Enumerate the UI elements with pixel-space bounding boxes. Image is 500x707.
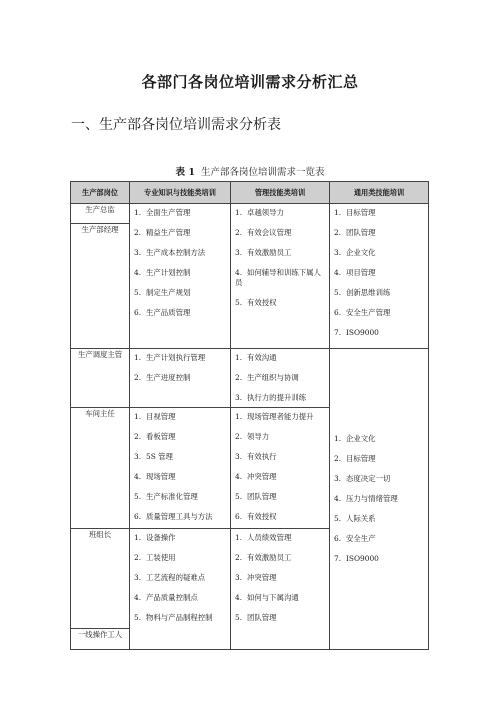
- role-cell: 班组长: [71, 529, 130, 629]
- list-item: [235, 533, 325, 543]
- item-text: 企业文化: [346, 248, 376, 257]
- list-item: [235, 613, 325, 623]
- list: [330, 204, 428, 342]
- item-number: 2.: [334, 228, 342, 237]
- professional-cell: [130, 529, 231, 650]
- list: [231, 349, 329, 407]
- item-text: 压力与情绪管理: [346, 494, 398, 503]
- management-cell: [231, 349, 330, 408]
- item-number: 6.: [334, 308, 342, 317]
- item-number: 5.: [134, 613, 142, 622]
- list-item: [235, 512, 325, 522]
- item-number: 1.: [235, 533, 243, 542]
- list-item: [235, 492, 325, 502]
- list-item: [134, 373, 226, 383]
- list-item: [334, 228, 424, 238]
- item-text: 企业文化: [346, 434, 376, 443]
- item-text: 卓越领导力: [247, 208, 284, 217]
- caption-label: 表 1: [175, 167, 195, 178]
- header-professional: 专业知识与技能类培训: [130, 182, 231, 204]
- general-cell: [330, 349, 429, 650]
- item-text: 冲突管理: [247, 573, 277, 582]
- role-cell: 生产部经理: [71, 224, 130, 349]
- item-number: 3.: [235, 573, 243, 582]
- item-text: 如何与下属沟通: [247, 593, 299, 602]
- list-item: [235, 553, 325, 563]
- item-number: 5.: [235, 492, 243, 501]
- item-number: 2.: [334, 454, 342, 463]
- table-header-row: [71, 182, 429, 204]
- list-item: [334, 308, 424, 318]
- item-text: 全面生产管理: [146, 208, 191, 217]
- list-item: [235, 298, 325, 308]
- item-number: 3.: [134, 248, 142, 257]
- item-number: 3.: [235, 452, 243, 461]
- item-text: 目标管理: [346, 208, 376, 217]
- item-number: 1.: [134, 533, 142, 542]
- list-item: [235, 268, 325, 288]
- list-item: [235, 393, 325, 403]
- list-item: [134, 472, 226, 482]
- list-item: [334, 248, 424, 258]
- item-text: 团队管理: [346, 228, 376, 237]
- section-heading: 一、生产部各岗位培训需求分析表: [71, 117, 281, 133]
- list-item: [334, 288, 424, 298]
- management-cell: [231, 408, 330, 529]
- list-item: [235, 472, 325, 482]
- item-number: 1.: [235, 412, 243, 421]
- management-cell: [231, 529, 330, 650]
- item-number: 1.: [134, 412, 142, 421]
- item-text: 生产组织与协调: [247, 373, 299, 382]
- item-number: 5.: [235, 298, 243, 307]
- item-text: 执行力的提升训练: [247, 393, 307, 402]
- item-text: 如何辅导和训练下属人员: [235, 268, 321, 287]
- item-number: 1.: [134, 208, 142, 217]
- item-text: 有效授权: [247, 512, 277, 521]
- header-management: 管理技能类培训: [231, 182, 330, 204]
- role-cell: 生产调度主管: [71, 349, 130, 408]
- list-item: [334, 434, 424, 444]
- item-number: 3.: [235, 248, 243, 257]
- item-text: 生产计划执行管理: [146, 353, 206, 362]
- item-text: 生产标准化管理: [146, 492, 198, 501]
- list: [231, 529, 329, 627]
- item-text: 精益生产管理: [146, 228, 191, 237]
- item-text: 有效激励员工: [247, 553, 292, 562]
- item-text: 物料与产品制程控制: [146, 613, 213, 622]
- item-number: 2.: [235, 553, 243, 562]
- item-text: 质量管理工具与方法: [146, 512, 213, 521]
- item-text: 有效沟通: [247, 353, 277, 362]
- item-text: 产品质量控制点: [146, 593, 198, 602]
- item-number: 3.: [134, 573, 142, 582]
- list-item: [235, 452, 325, 462]
- item-number: 2.: [235, 432, 243, 441]
- management-cell: [231, 204, 330, 349]
- item-text: 领导力: [247, 432, 270, 441]
- item-number: 6.: [334, 534, 342, 543]
- list-item: [134, 288, 226, 298]
- list-item: [134, 268, 226, 278]
- item-text: 制定生产规划: [146, 288, 191, 297]
- item-text: ISO9000: [346, 554, 379, 563]
- item-text: 生产计划控制: [146, 268, 191, 277]
- professional-cell: [130, 408, 231, 529]
- item-text: 设备操作: [146, 533, 176, 542]
- item-number: 5.: [134, 288, 142, 297]
- item-text: 有效会议管理: [247, 228, 292, 237]
- item-text: 人员绩效管理: [247, 533, 292, 542]
- item-text: 有效激励员工: [247, 248, 292, 257]
- caption-text: 生产部各岗位培训需求一览表: [200, 167, 325, 178]
- item-number: 6.: [134, 308, 142, 317]
- list-item: [134, 613, 226, 623]
- item-number: 5.: [334, 288, 342, 297]
- item-number: 2.: [134, 553, 142, 562]
- item-number: 1.: [134, 353, 142, 362]
- item-text: 生产品质管理: [146, 308, 191, 317]
- list-item: [134, 432, 226, 442]
- item-number: 7.: [334, 554, 342, 563]
- list-item: [235, 208, 325, 218]
- list-item: [235, 228, 325, 238]
- list-item: [334, 328, 424, 338]
- list-item: [134, 492, 226, 502]
- item-number: 3.: [334, 248, 342, 257]
- item-number: 5.: [235, 613, 243, 622]
- list: [330, 430, 428, 568]
- list: [130, 349, 230, 387]
- list-item: [134, 573, 226, 583]
- item-text: 项目管理: [346, 268, 376, 277]
- list-item: [134, 308, 226, 318]
- item-number: 4.: [235, 268, 243, 277]
- role-cell: 车间主任: [71, 408, 130, 529]
- general-cell: [330, 204, 429, 349]
- professional-cell: [130, 349, 231, 408]
- list-item: [134, 248, 226, 258]
- item-number: 3.: [334, 474, 342, 483]
- list-item: [235, 248, 325, 258]
- list-item: [334, 514, 424, 524]
- table-row: [71, 349, 429, 408]
- item-number: 2.: [235, 373, 243, 382]
- item-number: 4.: [134, 268, 142, 277]
- list: [130, 408, 230, 526]
- list-item: [235, 432, 325, 442]
- list: [130, 204, 230, 322]
- item-number: 5.: [134, 492, 142, 501]
- item-text: 工艺流程的疑难点: [146, 573, 206, 582]
- item-number: 2.: [134, 228, 142, 237]
- item-number: 3.: [134, 452, 142, 461]
- list: [130, 529, 230, 627]
- item-number: 1.: [334, 208, 342, 217]
- list-item: [134, 512, 226, 522]
- list: [231, 204, 329, 312]
- list-item: [334, 554, 424, 564]
- item-number: 2.: [235, 228, 243, 237]
- list-item: [235, 573, 325, 583]
- item-text: 目标管理: [346, 454, 376, 463]
- item-text: 工装使用: [146, 553, 176, 562]
- item-text: 安全生产: [346, 534, 376, 543]
- item-text: 安全生产管理: [346, 308, 391, 317]
- item-number: 4.: [334, 494, 342, 503]
- item-number: 1.: [334, 434, 342, 443]
- item-text: ISO9000: [346, 328, 379, 337]
- item-text: 看板管理: [146, 432, 176, 441]
- list-item: [235, 353, 325, 363]
- item-text: 现场管理: [146, 472, 176, 481]
- list-item: [134, 353, 226, 363]
- item-number: 1.: [235, 353, 243, 362]
- item-text: 生产成本控制方法: [146, 248, 206, 257]
- role-cell: 一线操作工人: [71, 629, 130, 650]
- professional-cell: [130, 204, 231, 349]
- item-number: 2.: [134, 373, 142, 382]
- list-item: [235, 373, 325, 383]
- item-text: 态度决定一切: [346, 474, 391, 483]
- item-text: 5S 管理: [146, 452, 173, 461]
- document-title: 各部门各岗位培训需求分析汇总: [141, 73, 359, 91]
- item-text: 现场管理者能力提升: [247, 412, 314, 421]
- item-text: 团队管理: [247, 613, 277, 622]
- item-number: 4.: [235, 472, 243, 481]
- list: [231, 408, 329, 526]
- list-item: [235, 593, 325, 603]
- role-cell: 生产总监: [71, 204, 130, 224]
- item-text: 有效授权: [247, 298, 277, 307]
- list-item: [334, 454, 424, 464]
- item-number: 6.: [235, 512, 243, 521]
- item-number: 4.: [134, 472, 142, 481]
- item-number: 5.: [334, 514, 342, 523]
- table-row: [71, 204, 429, 224]
- header-position: 生产部岗位: [71, 182, 130, 204]
- list-item: [334, 534, 424, 544]
- item-text: 人际关系: [346, 514, 376, 523]
- item-number: 1.: [235, 208, 243, 217]
- item-text: 冲突管理: [247, 472, 277, 481]
- item-text: 目视管理: [146, 412, 176, 421]
- training-needs-table: [70, 181, 429, 650]
- list-item: [134, 208, 226, 218]
- item-text: 创新思维训练: [346, 288, 391, 297]
- item-number: 7.: [334, 328, 342, 337]
- item-text: 团队管理: [247, 492, 277, 501]
- table-caption: [0, 164, 500, 178]
- list-item: [235, 412, 325, 422]
- item-number: 3.: [235, 393, 243, 402]
- item-text: 生产进度控制: [146, 373, 191, 382]
- list-item: [134, 228, 226, 238]
- header-general: 通用类技能培训: [330, 182, 429, 204]
- list-item: [134, 553, 226, 563]
- list-item: [334, 268, 424, 278]
- item-number: 4.: [134, 593, 142, 602]
- list-item: [334, 474, 424, 484]
- item-number: 4.: [235, 593, 243, 602]
- list-item: [334, 208, 424, 218]
- list-item: [134, 452, 226, 462]
- item-number: 2.: [134, 432, 142, 441]
- item-number: 4.: [334, 268, 342, 277]
- list-item: [134, 593, 226, 603]
- list-item: [334, 494, 424, 504]
- item-number: 6.: [134, 512, 142, 521]
- list-item: [134, 412, 226, 422]
- list-item: [134, 533, 226, 543]
- item-text: 有效执行: [247, 452, 277, 461]
